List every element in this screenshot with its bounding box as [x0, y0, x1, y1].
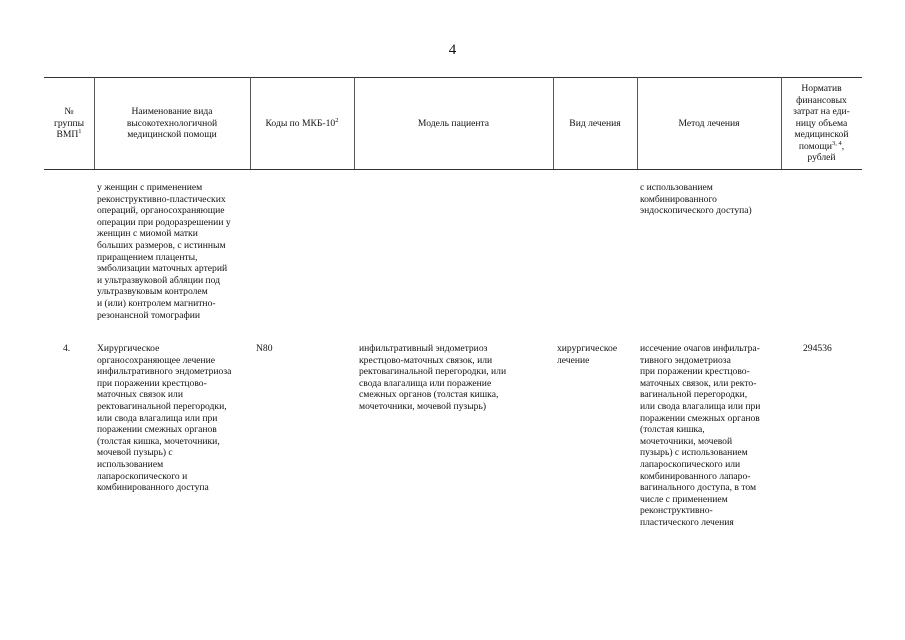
header-cost-norm: [781, 78, 862, 169]
header-care-type-line: медицинской помощи: [127, 129, 217, 141]
text-line: мочеточники, мочевой: [640, 435, 733, 447]
header-group-number-line: №: [64, 106, 74, 118]
text-line: операции при родоразрешении у: [97, 216, 231, 228]
text-line: при поражении крестцово-: [640, 366, 750, 378]
header-care-type-line: высокотехнологичной: [126, 117, 218, 129]
text-line: лапароскопического и: [97, 470, 188, 482]
text-line: или свода влагалища или при: [640, 400, 761, 412]
header-patient-model-text: Модель пациента: [417, 117, 490, 129]
text-line: (толстая кишка, мочеточники,: [97, 435, 220, 447]
header-treatment-method-text: Метод лечения: [678, 117, 740, 129]
text-line: реконструктивно-пластических: [97, 193, 226, 205]
header-cost-norm-comma: ,: [841, 140, 845, 152]
header-cost-norm-line: ницу объема: [795, 117, 848, 129]
text-line: смежных органов (толстая кишка,: [359, 389, 499, 401]
header-cost-norm-line: затрат на еди-: [793, 106, 850, 118]
row-icd-code: [256, 343, 273, 355]
header-cost-norm-line: Норматив: [801, 82, 842, 94]
text-line: маточных связок или: [97, 389, 183, 401]
header-bottom-rule: [44, 169, 862, 170]
header-cost-norm-line: рублей: [807, 152, 836, 164]
text-line: реконструктивно-: [640, 505, 713, 517]
row-patient-model: [359, 343, 506, 413]
text-line: мочеточники, мочевой пузырь): [359, 400, 487, 412]
header-group-number-line: группы: [53, 117, 85, 129]
cost-value: 294536: [803, 343, 832, 354]
header-patient-model: [354, 78, 553, 169]
row-number-text: 4.: [63, 343, 71, 354]
text-line: ректовагинальной перегородки, или: [359, 366, 507, 378]
text-line: и ультразвуковой абляции под: [97, 274, 221, 286]
text-line: резонансной томографии: [97, 309, 200, 321]
text-line: комбинированного лапаро-: [640, 470, 751, 482]
text-line: пузырь) с использованием: [640, 447, 748, 459]
header-treatment-type: [553, 78, 637, 169]
header-cost-norm-line: помощи: [798, 140, 832, 152]
text-line: крестцово-маточных связок, или: [359, 354, 493, 366]
header-group-number: [44, 78, 94, 169]
row-treatment-method: [640, 343, 760, 529]
text-line: инфильтративный эндометриоз: [359, 343, 488, 354]
text-line: иссечение очагов инфильтра-: [640, 343, 760, 354]
text-line: у женщин с применением: [97, 182, 203, 193]
row-cost: [803, 343, 832, 355]
text-line: вагинальной перегородки,: [640, 389, 748, 401]
text-line: поражении смежных органов: [97, 424, 217, 436]
text-line: комбинированного: [640, 193, 717, 205]
text-line: ультразвуковым контролем: [97, 286, 208, 298]
text-line: и (или) контролем магнитно-: [97, 297, 216, 309]
text-line: Хирургическое: [97, 343, 160, 354]
header-icd-codes-text: Коды по МКБ-10: [265, 117, 336, 129]
header-treatment-method: [637, 78, 781, 169]
text-line: вагинального доступа, в том: [640, 482, 757, 494]
text-line: мочевой пузырь) с: [97, 447, 173, 459]
text-line: больших размеров, с истинным: [97, 239, 226, 251]
row-care-type: [97, 343, 231, 494]
text-line: органосохраняющее лечение: [97, 354, 216, 366]
text-line: лечение: [557, 354, 590, 366]
header-cost-norm-line: медицинской: [794, 129, 849, 141]
footnote-marker: 3, 4: [831, 139, 842, 147]
continuation-method: [640, 182, 752, 217]
text-line: хирургическое: [557, 343, 618, 354]
row-number: [63, 343, 70, 355]
text-line: эндоскопического доступа): [640, 205, 752, 217]
header-care-type: [94, 78, 250, 169]
text-line: пластического лечения: [640, 516, 734, 528]
row-treatment-type: [557, 343, 617, 366]
text-line: поражении смежных органов: [640, 412, 760, 424]
text-line: использованием: [97, 458, 164, 470]
text-line: женщин с миомой матки: [97, 228, 198, 240]
continuation-care-type: [97, 182, 231, 321]
text-line: операций, органосохраняющие: [97, 205, 225, 217]
text-line: с использованием: [640, 182, 713, 193]
text-line: эмболизации маточных артерий: [97, 263, 228, 275]
text-line: лапароскопического или: [640, 458, 741, 470]
text-line: (толстая кишка,: [640, 424, 705, 436]
text-line: или свода влагалища или при: [97, 412, 218, 424]
text-line: при поражении крестцово-: [97, 377, 207, 389]
header-treatment-type-text: Вид лечения: [569, 117, 621, 129]
header-group-number-line: ВМП: [56, 129, 79, 141]
text-line: свода влагалища или поражение: [359, 377, 492, 389]
footnote-marker: 1: [78, 128, 82, 136]
text-line: инфильтративного эндометриоза: [97, 366, 232, 378]
footnote-marker: 2: [335, 116, 339, 124]
text-line: маточных связок, или ректо-: [640, 377, 757, 389]
text-line: тивного эндометриоза: [640, 354, 731, 366]
header-icd-codes: [250, 78, 354, 169]
header-cost-norm-line: финансовых: [796, 94, 847, 106]
text-line: комбинированного доступа: [97, 482, 209, 494]
text-line: приращением плаценты,: [97, 251, 198, 263]
icd-code-text: N80: [256, 343, 273, 354]
text-line: ректовагинальной перегородки,: [97, 400, 227, 412]
header-care-type-line: Наименование вида: [131, 106, 213, 118]
text-line: числе с применением: [640, 493, 728, 505]
page-number: 4: [448, 42, 457, 58]
